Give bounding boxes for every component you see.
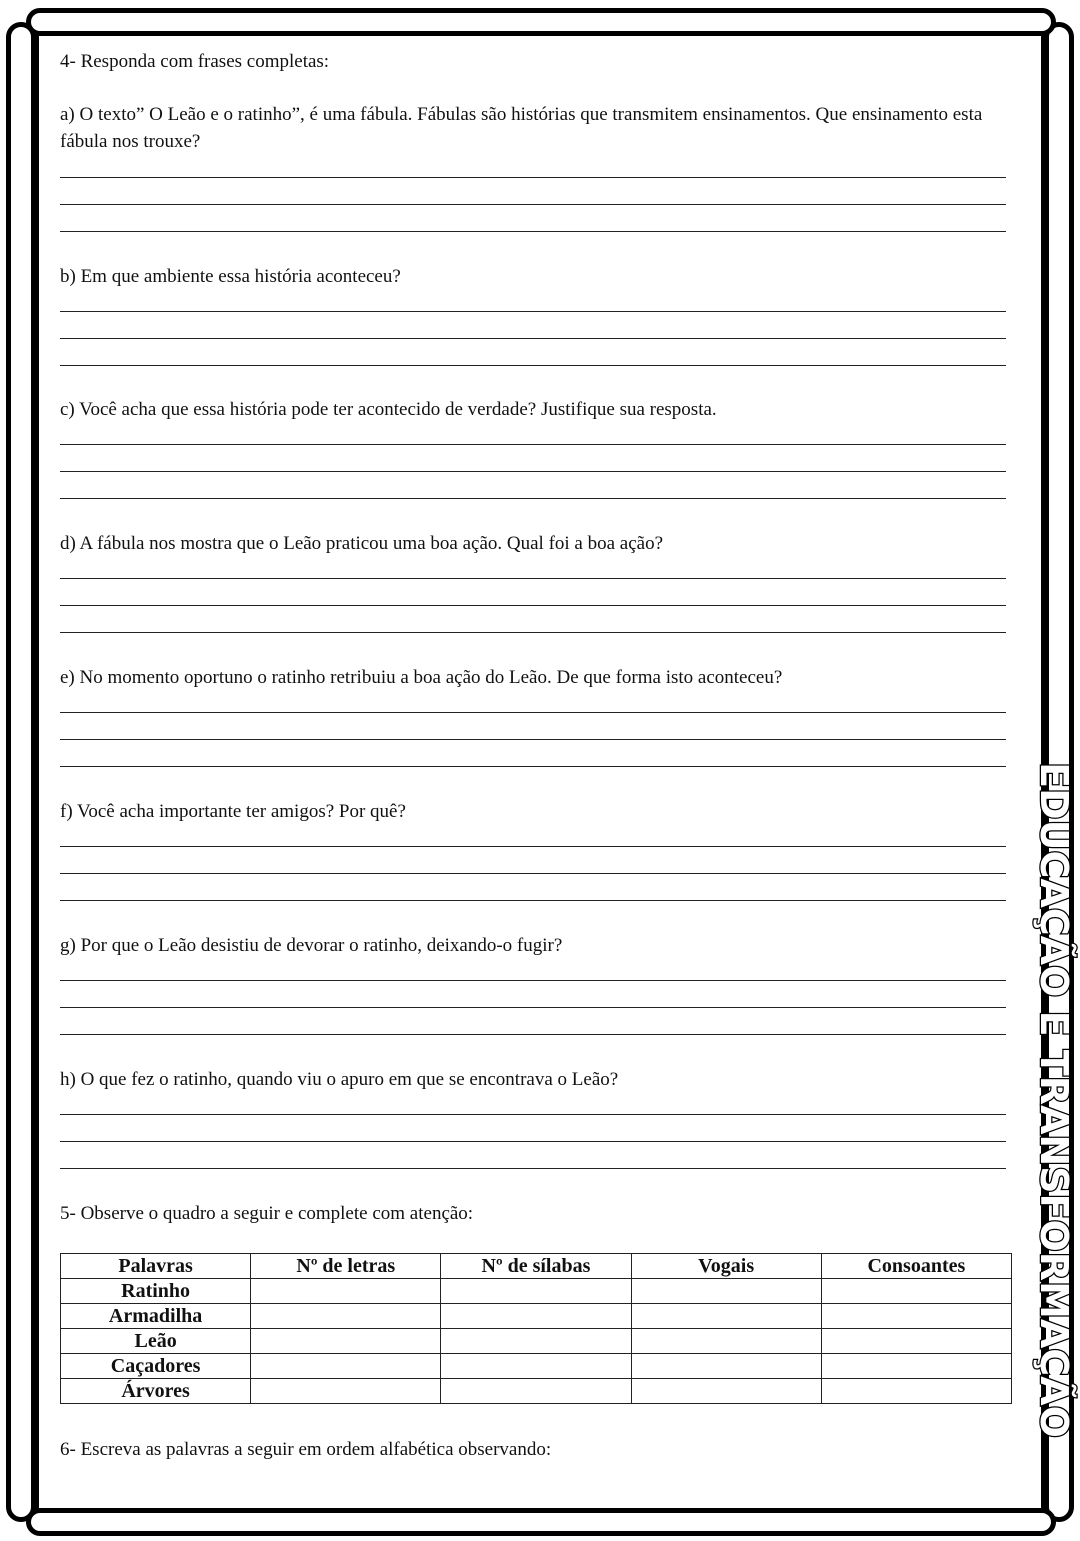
blank-cell[interactable]: [631, 1304, 821, 1329]
question-e: e) No momento oportuno o ratinho retribuiu a boa ação do Leão. De que forma isto aconteceu?: [60, 667, 783, 688]
word-cell: Caçadores: [61, 1354, 251, 1379]
question-g: g) Por que o Leão desistiu de devorar o ratinho, deixando-o fugir?: [60, 935, 563, 956]
answer-line: [60, 1168, 1006, 1169]
answer-line: [60, 177, 1006, 178]
answer-line: [60, 444, 1006, 445]
question-a: a) O texto” O Leão e o ratinho”, é uma fábula. Fábulas são histórias que transmitem ensinamentos. Que ensinamento esta fábula nos trouxe?: [60, 104, 983, 152]
table-header-row: [61, 1254, 1012, 1279]
answer-line: [60, 712, 1006, 713]
blank-cell[interactable]: [251, 1354, 441, 1379]
blank-cell[interactable]: [251, 1279, 441, 1304]
answer-line: [60, 632, 1006, 633]
answer-line: [60, 231, 1006, 232]
answer-line: [60, 338, 1006, 339]
answer-line: [60, 900, 1006, 901]
blank-cell[interactable]: [631, 1354, 821, 1379]
blank-cell[interactable]: [441, 1379, 631, 1404]
blank-cell[interactable]: [251, 1304, 441, 1329]
answer-line: [60, 980, 1006, 981]
blank-cell[interactable]: [821, 1379, 1011, 1404]
table-row: [61, 1354, 1012, 1379]
word-cell: Árvores: [61, 1379, 251, 1404]
answer-line: [60, 1034, 1006, 1035]
frame-top-roll: [26, 8, 1056, 36]
word-cell: Ratinho: [61, 1279, 251, 1304]
answer-line: [60, 498, 1006, 499]
header-palavras: Palavras: [61, 1254, 251, 1279]
header-vogais: Vogais: [631, 1254, 821, 1279]
blank-cell[interactable]: [631, 1379, 821, 1404]
question-f: f) Você acha importante ter amigos? Por quê?: [60, 801, 406, 822]
answer-line: [60, 204, 1006, 205]
watermark: [1029, 762, 1079, 1438]
frame-left-roll: [6, 22, 36, 1522]
blank-cell[interactable]: [251, 1329, 441, 1354]
word-cell: Armadilha: [61, 1304, 251, 1329]
blank-cell[interactable]: [441, 1304, 631, 1329]
answer-line: [60, 739, 1006, 740]
watermark-text: EDUCAÇÃO E TRANSFORMAÇÃO: [1032, 762, 1076, 1438]
syllable-table: [60, 1253, 1012, 1404]
question-5-heading: 5- Observe o quadro a seguir e complete com atenção:: [60, 1203, 474, 1224]
table-row: [61, 1379, 1012, 1404]
blank-cell[interactable]: [821, 1279, 1011, 1304]
blank-cell[interactable]: [631, 1279, 821, 1304]
question-4-heading: 4- Responda com frases completas:: [60, 51, 330, 72]
answer-line: [60, 471, 1006, 472]
word-cell: Leão: [61, 1329, 251, 1354]
answer-line: [60, 846, 1006, 847]
blank-cell[interactable]: [441, 1279, 631, 1304]
answer-line: [60, 578, 1006, 579]
question-c: c) Você acha que essa história pode ter acontecido de verdade? Justifique sua resposta.: [60, 399, 717, 420]
question-d: d) A fábula nos mostra que o Leão praticou uma boa ação. Qual foi a boa ação?: [60, 533, 664, 554]
answer-line: [60, 1141, 1006, 1142]
answer-line: [60, 873, 1006, 874]
table-row: [61, 1304, 1012, 1329]
header-letras: Nº de letras: [251, 1254, 441, 1279]
blank-cell[interactable]: [821, 1304, 1011, 1329]
answer-line: [60, 766, 1006, 767]
answer-line: [60, 311, 1006, 312]
question-6-heading: 6- Escreva as palavras a seguir em ordem alfabética observando:: [60, 1439, 552, 1460]
blank-cell[interactable]: [251, 1379, 441, 1404]
question-b: b) Em que ambiente essa história aconteceu?: [60, 266, 401, 287]
table-row: [61, 1279, 1012, 1304]
table-row: [61, 1329, 1012, 1354]
blank-cell[interactable]: [631, 1329, 821, 1354]
answer-line: [60, 1007, 1006, 1008]
frame-bottom-roll: [26, 1508, 1056, 1536]
answer-line: [60, 605, 1006, 606]
blank-cell[interactable]: [821, 1329, 1011, 1354]
answer-line: [60, 1114, 1006, 1115]
answer-line: [60, 365, 1006, 366]
header-consoantes: Consoantes: [821, 1254, 1011, 1279]
header-silabas: Nº de sílabas: [441, 1254, 631, 1279]
blank-cell[interactable]: [821, 1354, 1011, 1379]
question-h: h) O que fez o ratinho, quando viu o apuro em que se encontrava o Leão?: [60, 1069, 619, 1090]
blank-cell[interactable]: [441, 1354, 631, 1379]
blank-cell[interactable]: [441, 1329, 631, 1354]
